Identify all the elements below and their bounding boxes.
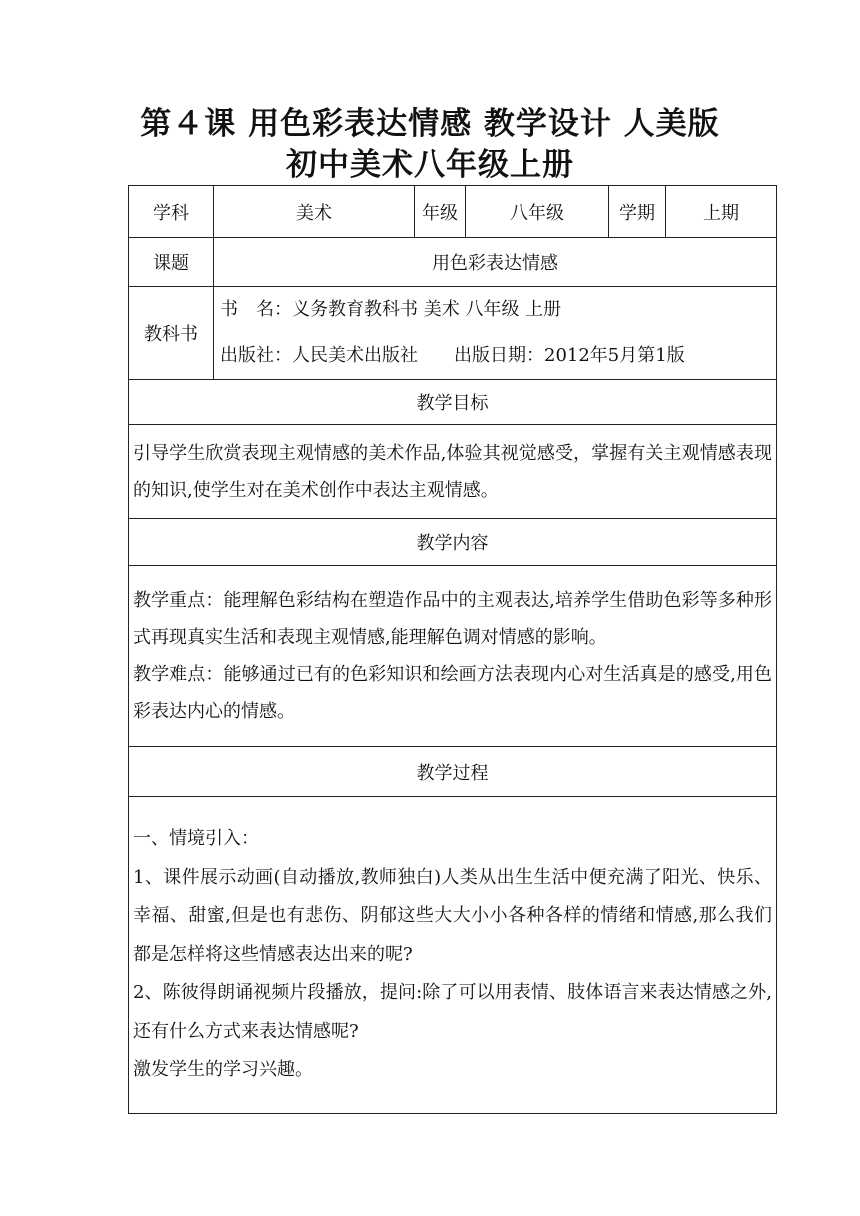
process-heading-row	[129, 747, 777, 797]
grade-label: 年级	[415, 186, 466, 238]
key-points-text: 教学重点：能理解色彩结构在塑造作品中的主观表达,培养学生借助色彩等多种形式再现真实生活和表现主观情感,能理解色调对情感的影响。	[133, 590, 772, 648]
process-line: 激发学生的学习兴趣。	[133, 1059, 313, 1081]
content-heading: 教学内容	[129, 519, 777, 566]
topic-label: 课题	[129, 238, 214, 287]
lesson-plan-table	[128, 185, 777, 1114]
textbook-label: 教科书	[129, 287, 214, 380]
topic-value: 用色彩表达情感	[214, 238, 777, 287]
subject-label: 学科	[129, 186, 214, 238]
process-line: 1、课件展示动画(自动播放,教师独白)人类从出生生活中便充满了阳光、快乐、幸福、甜蜜,但是也有悲伤、阴郁这些大大小小各种各样的情绪和情感,那么我们都是怎样将这些情感表达出来的呢?	[133, 866, 772, 965]
textbook-row	[129, 287, 777, 380]
topic-row	[129, 238, 777, 287]
textbook-publisher-line: 出版社：人民美术出版社 出版日期：2012年5月第1版	[220, 345, 685, 366]
goals-heading: 教学目标	[129, 380, 777, 425]
content-body	[129, 566, 777, 747]
content-heading-row	[129, 519, 777, 566]
subject-value: 美术	[214, 186, 415, 238]
textbook-name-line: 书 名：义务教育教科书 美术 八年级 上册	[220, 299, 562, 320]
process-line: 2、陈彼得朗诵视频片段播放，提问:除了可以用表情、肢体语言来表达情感之外,还有什么方式来表达情感呢?	[133, 982, 772, 1042]
process-heading: 教学过程	[129, 747, 777, 797]
document-title-line1: 第４课 用色彩表达情感 教学设计 人美版	[140, 106, 720, 142]
textbook-details	[214, 287, 777, 380]
process-line: 一、情境引入：	[133, 828, 259, 850]
grade-value: 八年级	[466, 186, 609, 238]
process-body	[129, 797, 777, 1114]
term-label: 学期	[609, 186, 666, 238]
goals-body-row	[129, 425, 777, 519]
term-value: 上期	[666, 186, 777, 238]
content-body-row	[129, 566, 777, 747]
document-title-line2: 初中美术八年级上册	[286, 147, 574, 183]
difficulties-text: 教学难点：能够通过已有的色彩知识和绘画方法表现内心对生活真是的感受,用色彩表达内心的情感。	[133, 664, 772, 722]
goals-heading-row	[129, 380, 777, 425]
info-row	[129, 186, 777, 238]
goals-text: 引导学生欣赏表现主观情感的美术作品,体验其视觉感受，掌握有关主观情感表现的知识,使学生对在美术创作中表达主观情感。	[129, 425, 777, 519]
process-body-row	[129, 797, 777, 1114]
